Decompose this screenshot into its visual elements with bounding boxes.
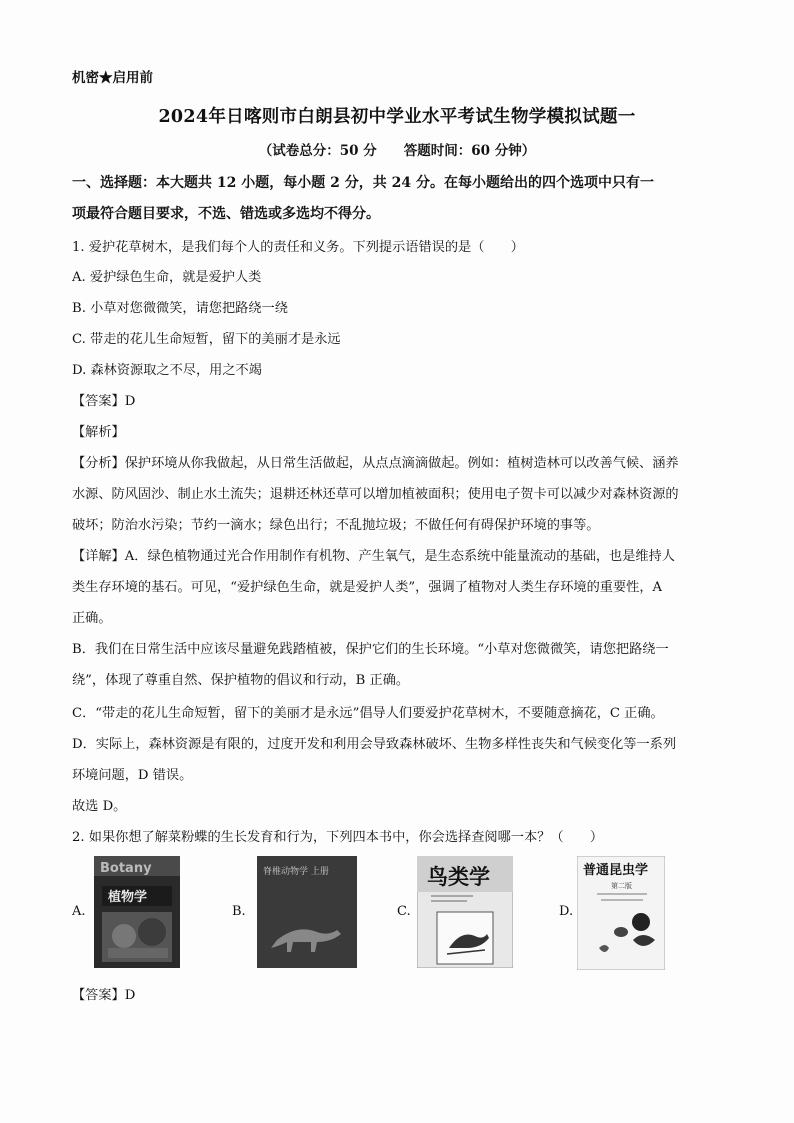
q1-option-c: C. 带走的花儿生命短暂，留下的美丽才是永远 <box>72 332 341 347</box>
q1-option-a: A. 爱护绿色生命，就是爱护人类 <box>72 270 262 285</box>
q1-analysis-tag: 【解析】 <box>72 425 125 440</box>
q2-answer: 【答案】D <box>72 988 136 1003</box>
q2-option-c <box>397 856 547 974</box>
q1-stem: 1. 爱护花草树木，是我们每个人的责任和义务。下列提示语错误的是（ ） <box>72 240 524 255</box>
q2-option-d <box>559 856 709 974</box>
ornithology-book-cover-image <box>417 856 513 968</box>
q1-xiangjie-line-1: 【详解】A．绿色植物通过光合作用制作有机物、产生氧气，是生态系统中能量流动的基础，也是维持人 <box>72 549 675 564</box>
q1-xiangjie-line-7: D．实际上，森林资源是有限的，过度开发和利用会导致森林破坏、生物多样性丧失和气候变化等一系列 <box>72 737 677 752</box>
q1-fenxi-line-1: 【分析】保护环境从你我做起，从日常生活做起，从点点滴滴做起。例如：植树造林可以改善气候、涵养 <box>72 456 679 471</box>
vertebrate-cover-title: 脊椎动物学 上册 <box>263 867 329 877</box>
q1-xiangjie-line-8: 环境问题，D 错误。 <box>72 768 193 783</box>
q2-option-b-label: B. <box>232 904 246 919</box>
botany-book-cover-image <box>94 856 180 968</box>
exam-subtitle: （试卷总分：50 分 答题时间：60 分钟） <box>258 143 536 159</box>
confidential-header: 机密★启用前 <box>72 70 153 86</box>
q2-option-b <box>232 856 382 974</box>
q2-stem: 2. 如果你想了解菜粉蝶的生长发育和行为，下列四本书中，你会选择查阅哪一本？（ ） <box>72 830 604 845</box>
entomology-cover-edition: 第二版 <box>611 882 632 890</box>
q1-xiangjie-line-9: 故选 D。 <box>72 799 127 814</box>
q2-book-options <box>72 856 712 974</box>
q1-xiangjie-line-2: 类生存环境的基石。可见，“爱护绿色生命，就是爱护人类”，强调了植物对人类生存环境的重要性，A <box>72 580 663 595</box>
section-heading-line-2: 项最符合题目要求，不选、错选或多选均不得分。 <box>72 206 380 222</box>
vertebrate-zoology-book-cover-image <box>257 856 357 968</box>
q1-xiangjie-line-3: 正确。 <box>72 611 112 626</box>
botany-cover-top-text: Botany <box>100 861 152 876</box>
ornithology-cover-title: 鸟类学 <box>427 865 490 889</box>
q2-option-c-label: C. <box>397 904 411 919</box>
q1-option-b: B. 小草对您微微笑，请您把路绕一绕 <box>72 301 288 316</box>
exam-title: 2024年日喀则市白朗县初中学业水平考试生物学模拟试题一 <box>158 107 636 127</box>
botany-cover-title: 植物学 <box>108 890 148 905</box>
q1-xiangjie-line-4: B．我们在日常生活中应该尽量避免践踏植被，保护它们的生长环境。“小草对您微微笑，请您把路绕一 <box>72 642 669 657</box>
q2-option-a-label: A. <box>72 904 86 919</box>
entomology-cover-title: 普通昆虫学 <box>583 863 649 878</box>
q1-option-d: D. 森林资源取之不尽，用之不竭 <box>72 363 262 378</box>
q2-option-d-label: D. <box>559 904 574 919</box>
q1-xiangjie-line-6: C．“带走的花儿生命短暂，留下的美丽才是永远”倡导人们要爱护花草树木，不要随意摘花，C 正确。 <box>72 706 664 721</box>
section-heading-line-1: 一、选择题：本大题共 12 小题，每小题 2 分，共 24 分。在每小题给出的四个选项中只有一 <box>72 175 654 191</box>
q1-fenxi-line-2: 水源、防风固沙、制止水土流失；退耕还林还草可以增加植被面积；使用电子贺卡可以减少对森林资源的 <box>72 487 679 502</box>
q1-fenxi-line-3: 破坏；防治水污染；节约一滴水；绿色出行；不乱抛垃圾；不做任何有碍保护环境的事等。 <box>72 518 600 533</box>
entomology-book-cover-image <box>577 856 665 970</box>
q1-xiangjie-line-5: 绕”，体现了尊重自然、保护植物的倡议和行动，B 正确。 <box>72 673 410 688</box>
q2-option-a <box>72 856 202 974</box>
q1-answer: 【答案】D <box>72 394 136 409</box>
